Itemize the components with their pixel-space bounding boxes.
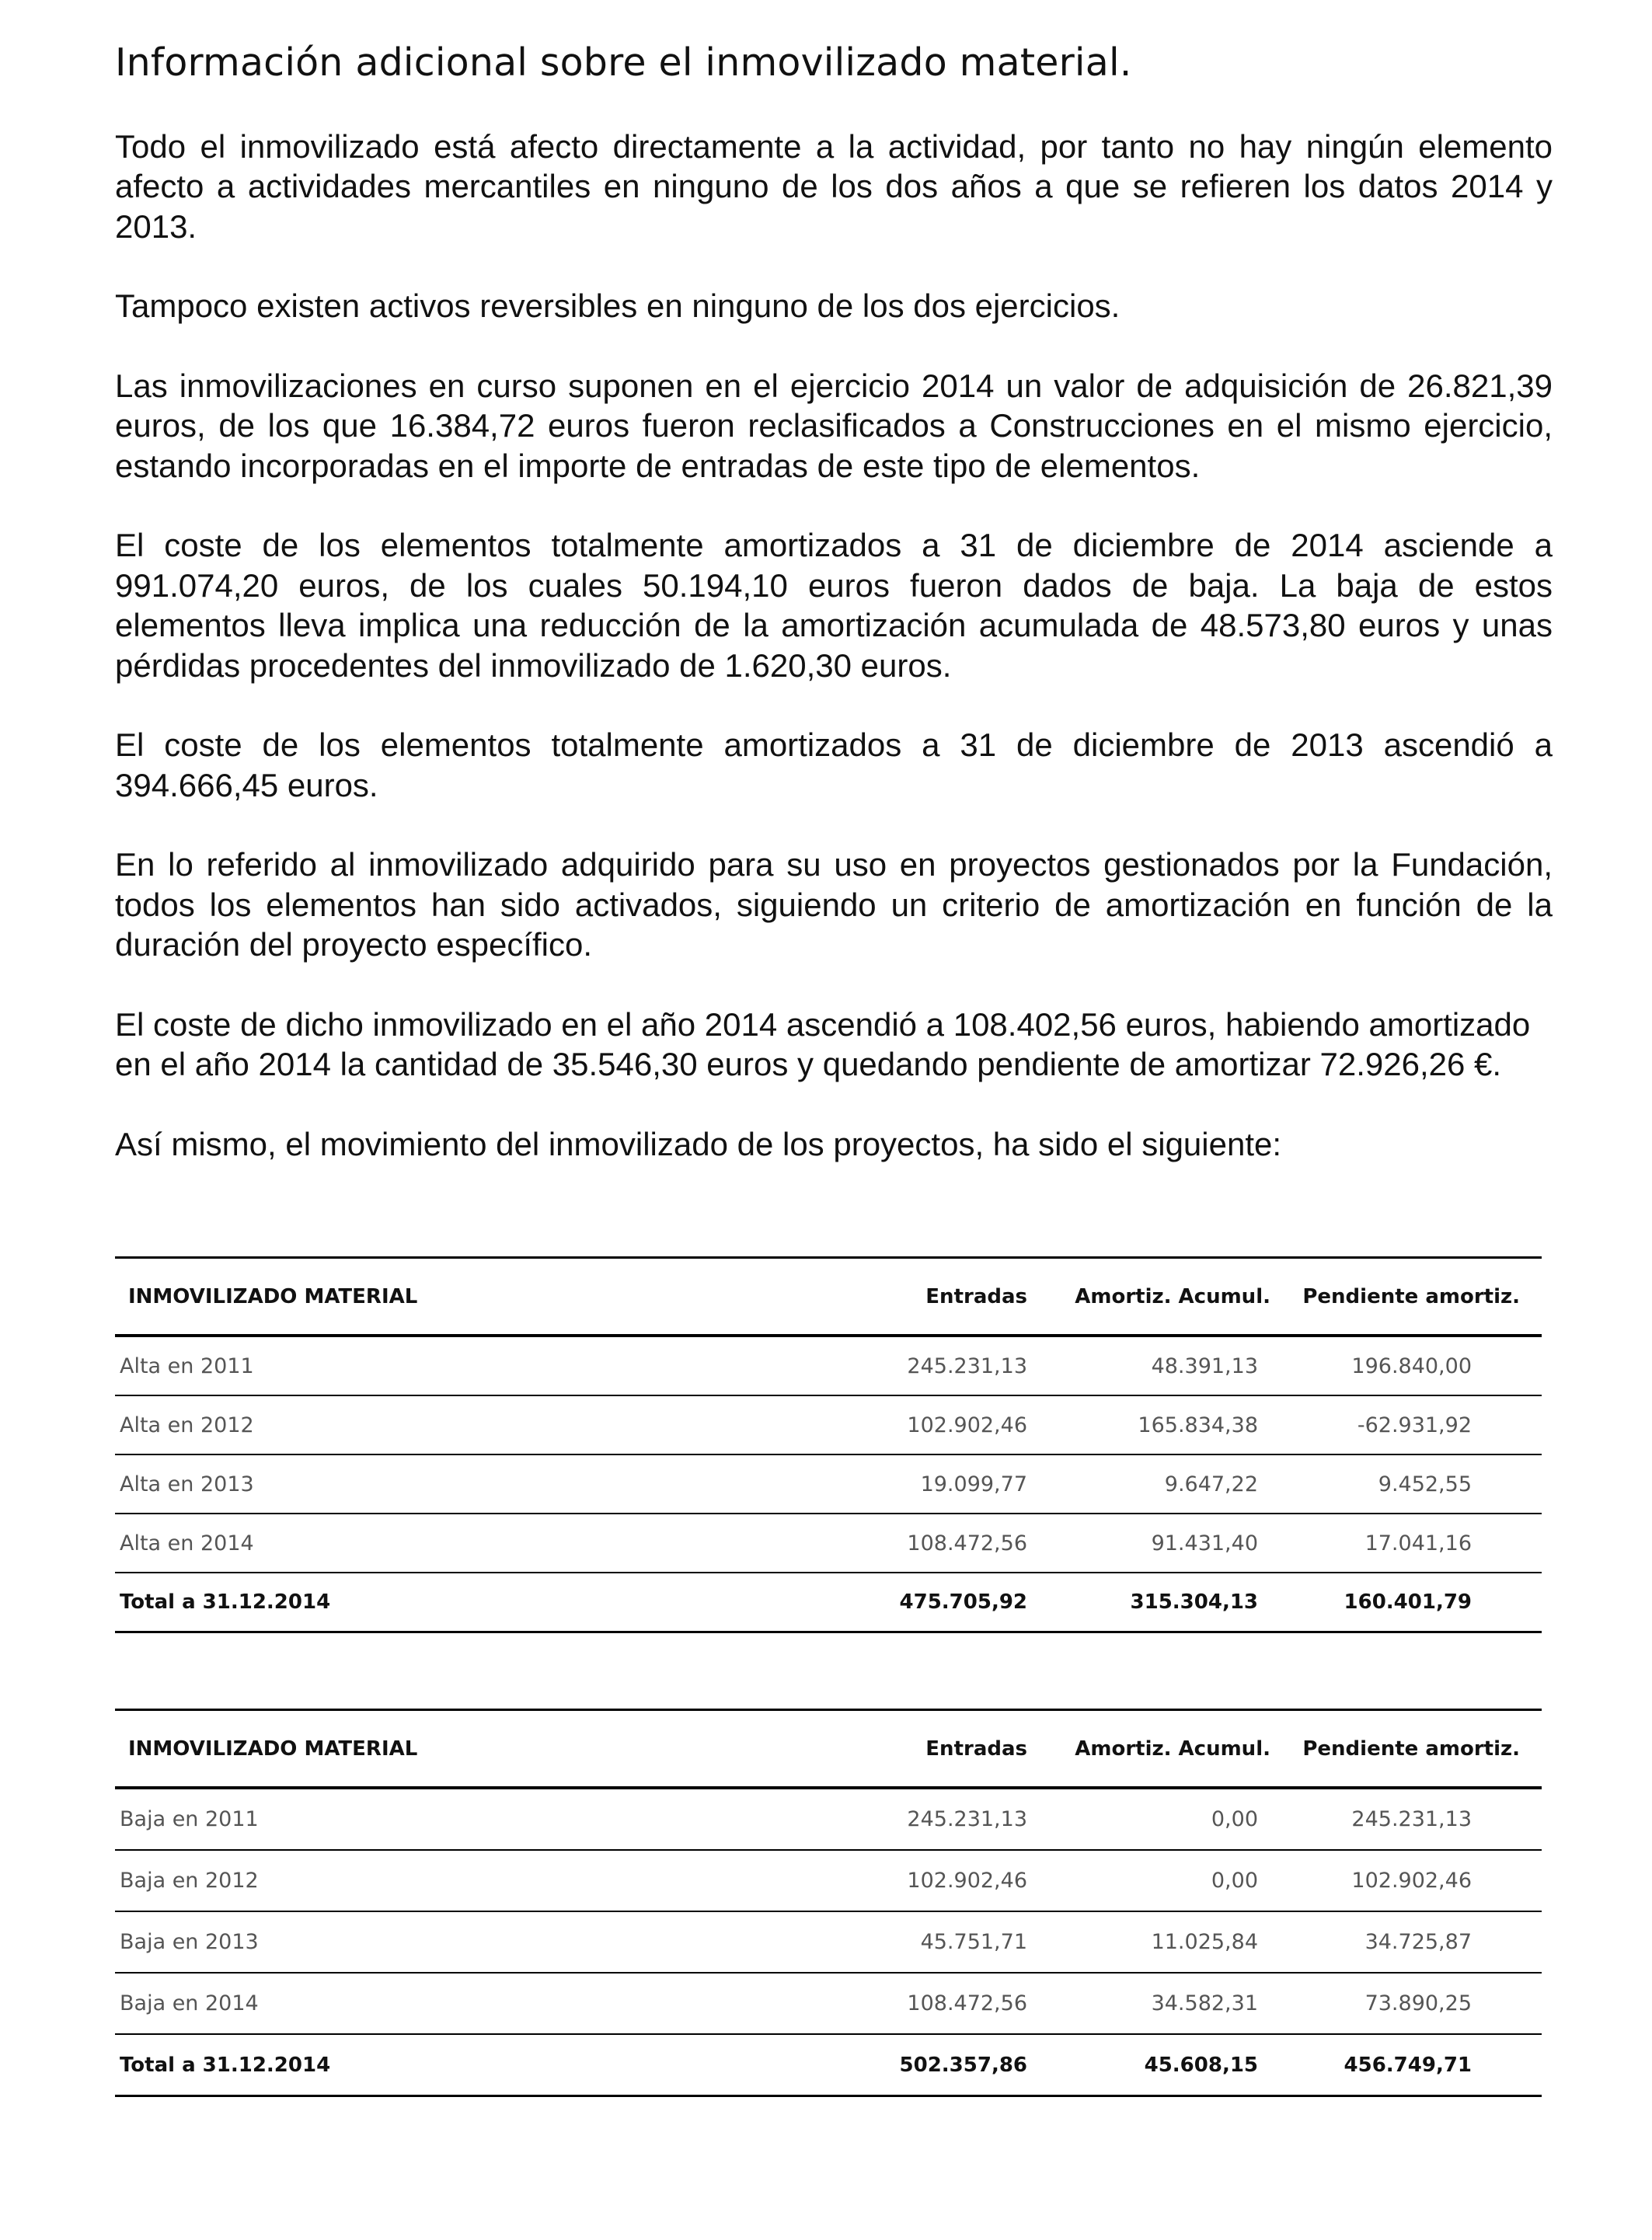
cell-pendiente: -62.931,92 [1278, 1395, 1542, 1454]
header-inmovilizado: INMOVILIZADO MATERIAL [128, 1737, 418, 1761]
cell-amortiz: 0,00 [1033, 1850, 1278, 1911]
altas-table [115, 1256, 1542, 1633]
table-row [115, 1336, 1542, 1395]
cell-entradas: 245.231,13 [789, 1336, 1033, 1395]
header-entradas: Entradas [925, 1737, 1027, 1761]
cell-entradas: 45.751,71 [789, 1911, 1033, 1973]
cell-pendiente: 9.452,55 [1278, 1454, 1542, 1514]
table-row [115, 1395, 1542, 1454]
total-label: Total a 31.12.2014 [115, 2034, 789, 2096]
bajas-table [115, 1709, 1542, 2097]
paragraph-5: El coste de los elementos totalmente amortizados a 31 de diciembre de 2013 ascendió a 394.666,45 euros. [115, 726, 1553, 803]
table-bajas [115, 1709, 1520, 2097]
row-label: Baja en 2013 [115, 1911, 789, 1973]
row-label: Baja en 2014 [115, 1973, 789, 2034]
cell-amortiz: 165.834,38 [1033, 1395, 1278, 1454]
total-amortiz: 315.304,13 [1033, 1573, 1278, 1632]
paragraph-1: Todo el inmovilizado está afecto directamente a la actividad, por tanto no hay ningún elemento afecto a actividades mercantiles en ninguno de los dos años a que se refieren los datos 2014 y 2013. [115, 127, 1553, 245]
table-total-row [115, 2034, 1542, 2096]
paragraph-3: Las inmovilizaciones en curso suponen en el ejercicio 2014 un valor de adquisición de 26.821,39 euros, de los que 16.384,72 euros fueron reclasificados a Construcciones en el mismo ejercicio, estando incorporadas en el importe de entradas de este tipo de elementos. [115, 367, 1553, 484]
cell-entradas: 19.099,77 [789, 1454, 1033, 1514]
header-amortiz-acumul: Amortiz. Acumul. [1075, 1284, 1270, 1308]
cell-pendiente: 196.840,00 [1278, 1336, 1542, 1395]
cell-entradas: 245.231,13 [789, 1788, 1033, 1850]
header-pendiente-amortiz: Pendiente amortiz. [1302, 1737, 1520, 1761]
header-inmovilizado: INMOVILIZADO MATERIAL [128, 1284, 418, 1308]
cell-pendiente: 17.041,16 [1278, 1514, 1542, 1573]
total-pendiente: 160.401,79 [1278, 1573, 1542, 1632]
table-row [115, 1973, 1542, 2034]
cell-amortiz: 0,00 [1033, 1788, 1278, 1850]
table-header-row [115, 1710, 1542, 1789]
cell-entradas: 102.902,46 [789, 1850, 1033, 1911]
table-header-row [115, 1258, 1542, 1336]
cell-amortiz: 48.391,13 [1033, 1336, 1278, 1395]
table-row [115, 1850, 1542, 1911]
cell-entradas: 108.472,56 [789, 1973, 1033, 2034]
document-page [115, 40, 1553, 1204]
header-pendiente-amortiz: Pendiente amortiz. [1302, 1284, 1520, 1308]
row-label: Alta en 2013 [115, 1454, 789, 1514]
total-entradas: 502.357,86 [789, 2034, 1033, 2096]
row-label: Baja en 2012 [115, 1850, 789, 1911]
cell-amortiz: 11.025,84 [1033, 1911, 1278, 1973]
paragraph-6: En lo referido al inmovilizado adquirido para su uso en proyectos gestionados por la Fundación, todos los elementos han sido activados, siguiendo un criterio de amortización en función de la duración del proyecto específico. [115, 846, 1553, 963]
paragraph-4: El coste de los elementos totalmente amortizados a 31 de diciembre de 2014 asciende a 991.074,20 euros, de los cuales 50.194,10 euros fueron dados de baja. La baja de estos elementos lleva implica una reducción de la amortización acumulada de 48.573,80 euros y unas pérdidas procedentes del inmovilizado de 1.620,30 euros. [115, 527, 1553, 684]
paragraph-2: Tampoco existen activos reversibles en ninguno de los dos ejercicios. [115, 287, 1121, 325]
table-row [115, 1911, 1542, 1973]
table-row [115, 1788, 1542, 1850]
paragraph-8: Así mismo, el movimiento del inmovilizado de los proyectos, ha sido el siguiente: [115, 1125, 1282, 1162]
cell-pendiente: 102.902,46 [1278, 1850, 1542, 1911]
table-row [115, 1514, 1542, 1573]
cell-amortiz: 9.647,22 [1033, 1454, 1278, 1514]
table-altas [115, 1256, 1520, 1633]
cell-pendiente: 245.231,13 [1278, 1788, 1542, 1850]
cell-entradas: 108.472,56 [789, 1514, 1033, 1573]
cell-pendiente: 73.890,25 [1278, 1973, 1542, 2034]
row-label: Alta en 2012 [115, 1395, 789, 1454]
total-label: Total a 31.12.2014 [115, 1573, 789, 1632]
total-entradas: 475.705,92 [789, 1573, 1033, 1632]
cell-pendiente: 34.725,87 [1278, 1911, 1542, 1973]
cell-amortiz: 91.431,40 [1033, 1514, 1278, 1573]
header-entradas: Entradas [925, 1284, 1027, 1308]
page-title: Información adicional sobre el inmovilizado material. [115, 40, 1132, 85]
row-label: Alta en 2014 [115, 1514, 789, 1573]
total-pendiente: 456.749,71 [1278, 2034, 1542, 2096]
cell-amortiz: 34.582,31 [1033, 1973, 1278, 2034]
total-amortiz: 45.608,15 [1033, 2034, 1278, 2096]
paragraph-7: El coste de dicho inmovilizado en el año 2014 ascendió a 108.402,56 euros, habiendo amortizado en el año 2014 la cantidad de 35.546,30 euros y quedando pendiente de amortizar 72.926,26 €. [115, 1005, 1531, 1083]
header-amortiz-acumul: Amortiz. Acumul. [1075, 1737, 1270, 1761]
cell-entradas: 102.902,46 [789, 1395, 1033, 1454]
table-total-row [115, 1573, 1542, 1632]
row-label: Baja en 2011 [115, 1788, 789, 1850]
row-label: Alta en 2011 [115, 1336, 789, 1395]
table-row [115, 1454, 1542, 1514]
